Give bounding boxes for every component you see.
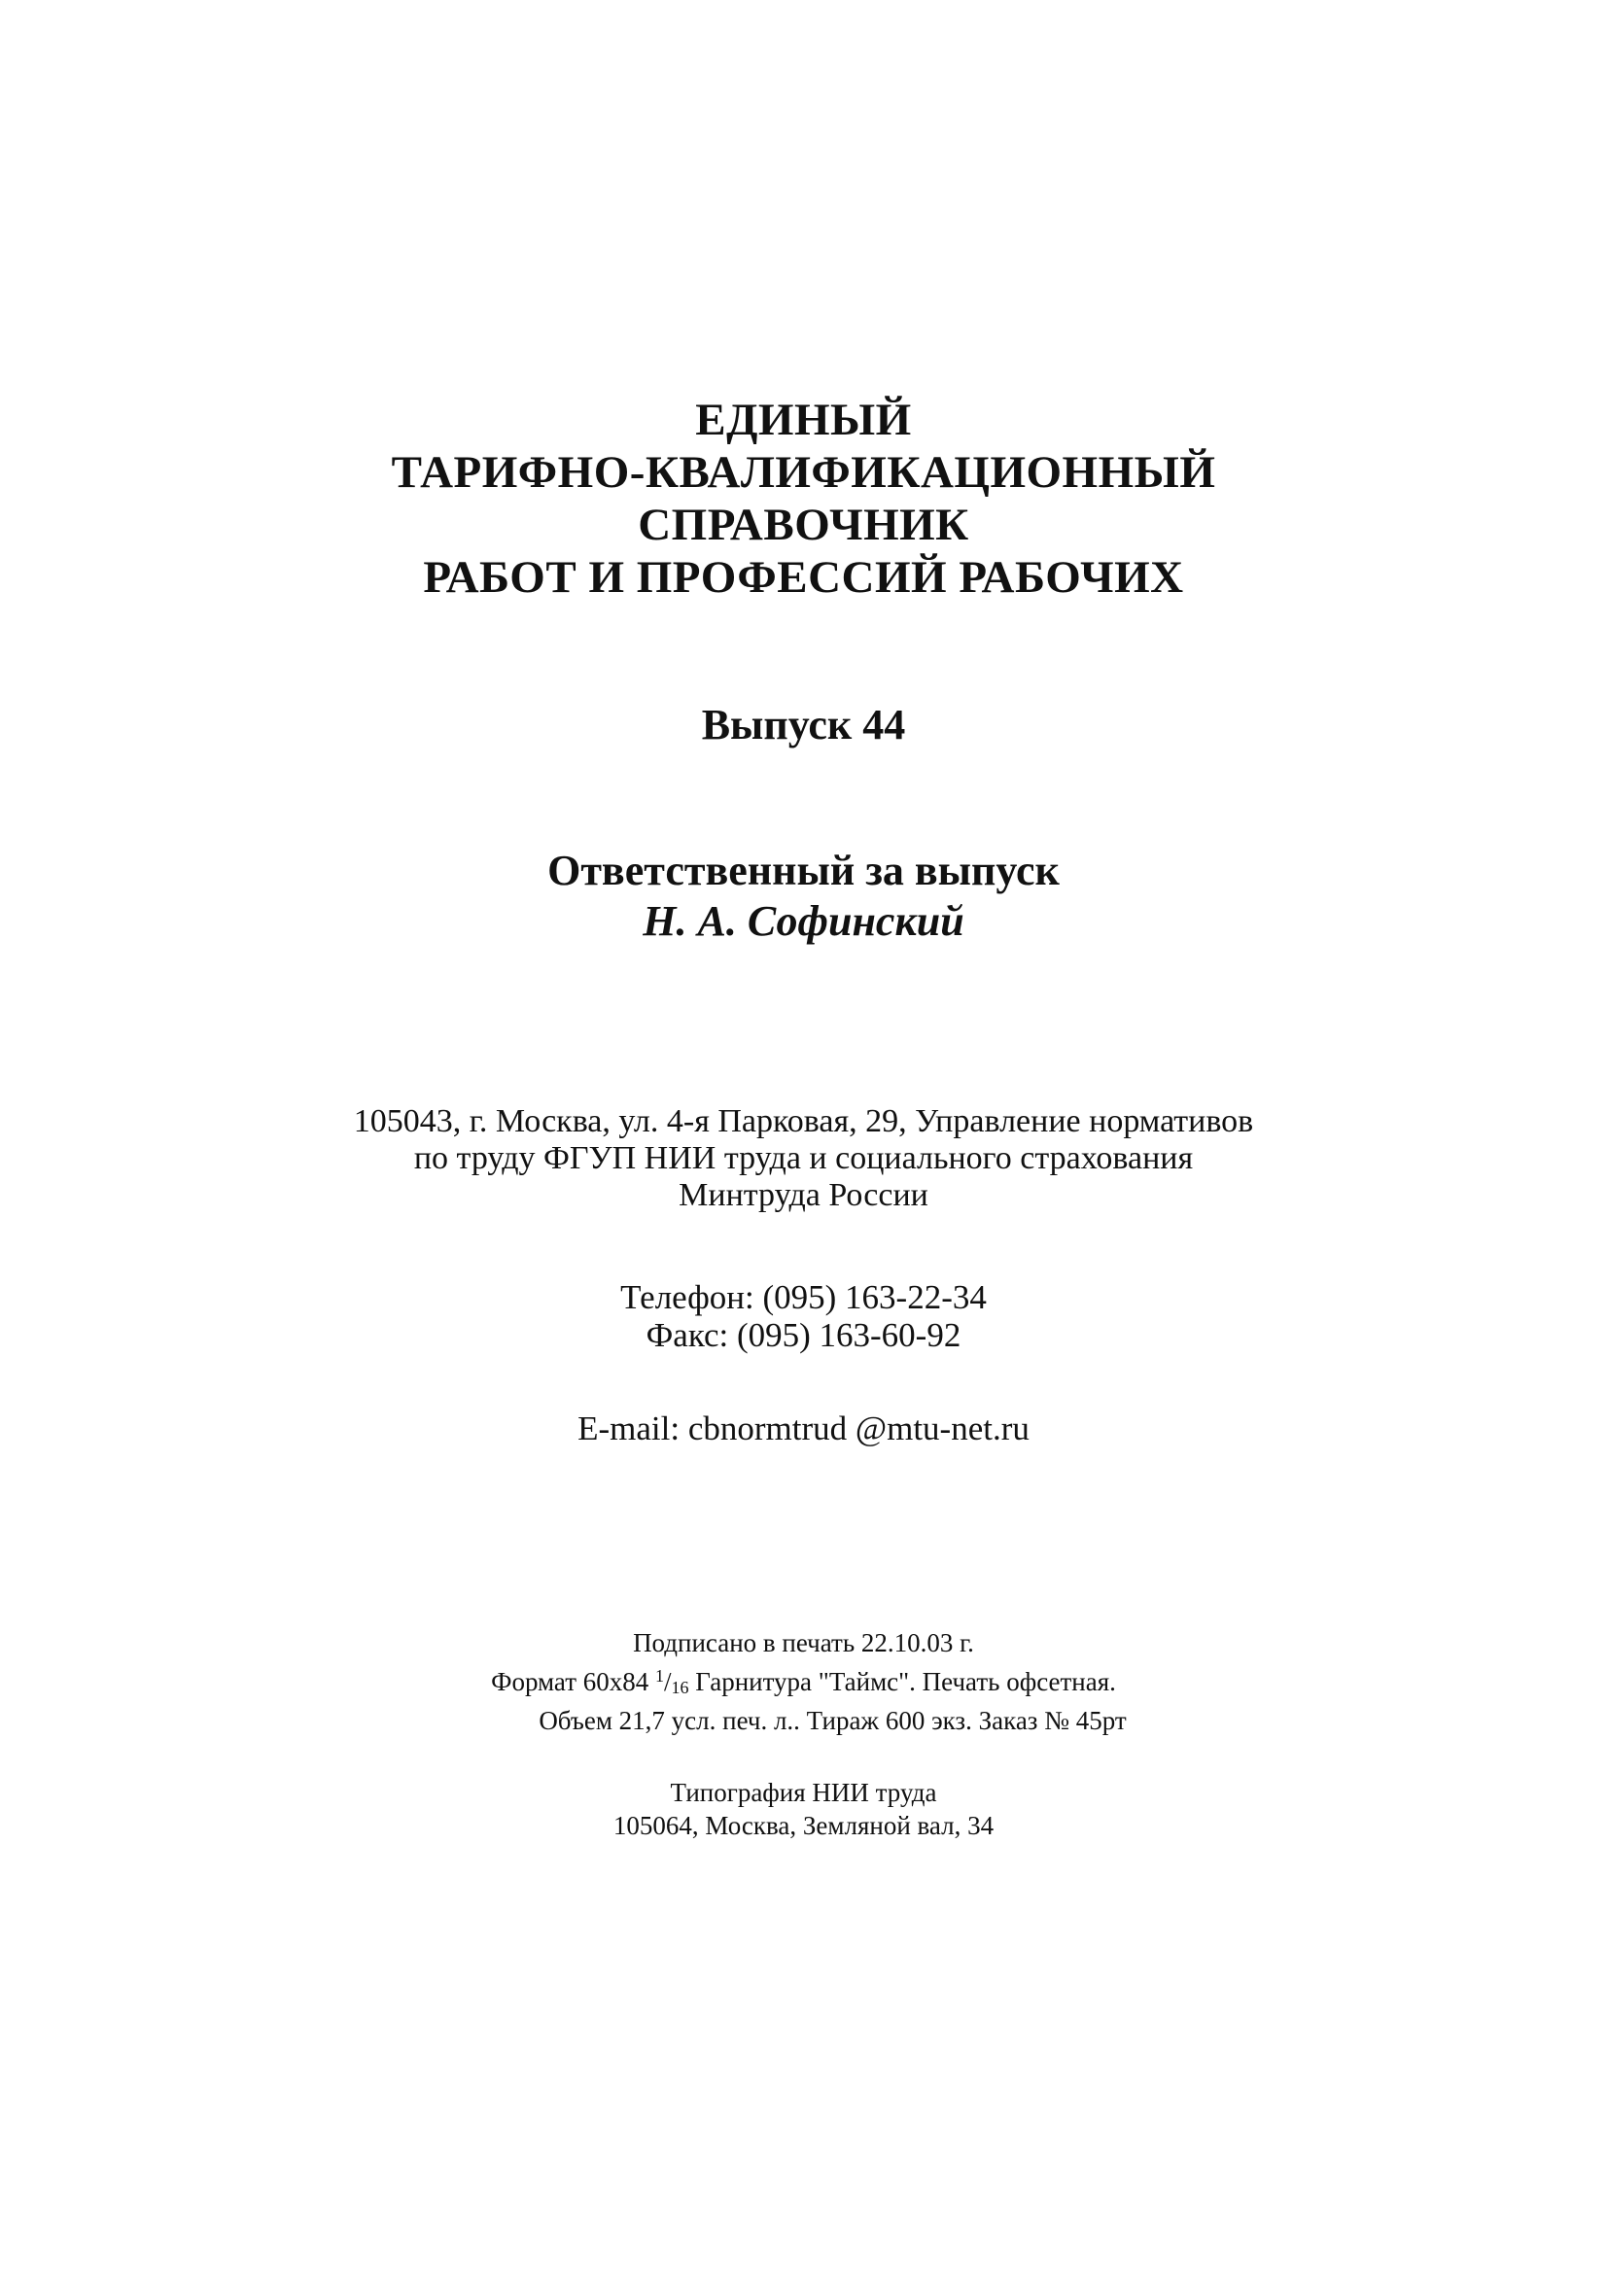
issue-number (0, 700, 1607, 750)
publisher-address (0, 1103, 1607, 1214)
printer-name: Типография НИИ труда (670, 1778, 937, 1807)
printer-address: 105064, Москва, Земляной вал, 34 (612, 1811, 995, 1840)
title-line: СПРАВОЧНИК (638, 500, 969, 550)
title-line: ЕДИНЫЙ (695, 395, 912, 445)
format-line (0, 1659, 1607, 1704)
print-imprint (0, 1626, 1607, 1737)
document-title (0, 394, 1607, 604)
responsible-person: Н. А. Софинский (643, 897, 964, 945)
address-line: 105043, г. Москва, ул. 4-я Парковая, 29, Управление нормативов (353, 1103, 1254, 1139)
contact-phones (0, 1278, 1607, 1354)
title-line: РАБОТ И ПРОФЕССИЙ РАБОЧИХ (423, 552, 1184, 603)
contact-email (0, 1409, 1607, 1448)
volume-line: Объем 21,7 усл. печ. л.. Тираж 600 экз. Заказ № 45рт (539, 1706, 1127, 1735)
printing-house (0, 1776, 1607, 1842)
responsible-editor (0, 846, 1607, 947)
title-line: ТАРИФНО-КВАЛИФИКАЦИОННЫЙ (391, 447, 1216, 498)
fraction-numerator: 1 (655, 1666, 665, 1686)
format-prefix: Формат 60x84 (491, 1667, 649, 1696)
issue-label: Выпуск 44 (701, 701, 906, 748)
email-address: E-mail: cbnormtrud @mtu-net.ru (577, 1409, 1030, 1447)
address-line: по труду ФГУП НИИ труда и социального страхования (413, 1140, 1194, 1176)
fax-number: Факс: (095) 163-60-92 (646, 1316, 961, 1354)
phone-number: Телефон: (095) 163-22-34 (620, 1278, 987, 1316)
responsible-label: Ответственный за выпуск (547, 847, 1060, 894)
fraction-denominator: 16 (671, 1678, 689, 1697)
address-line: Минтруда России (679, 1177, 928, 1213)
signed-date: Подписано в печать 22.10.03 г. (633, 1628, 974, 1657)
format-suffix: Гарнитура "Таймс". Печать офсетная. (695, 1667, 1116, 1696)
fraction-separator: / (664, 1667, 672, 1696)
